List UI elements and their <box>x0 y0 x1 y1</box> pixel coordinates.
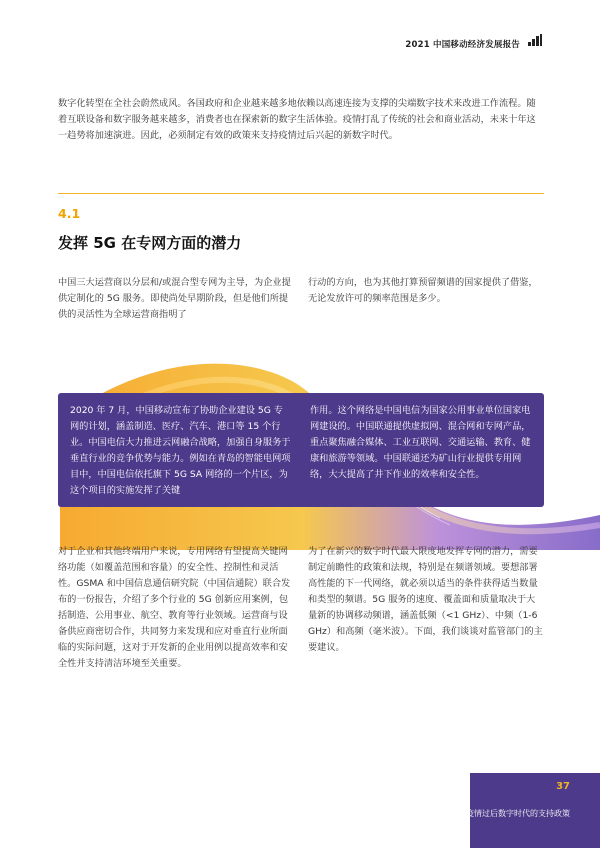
paragraph3-right: 为了在新兴的数字时代最大限度地发挥专网的潜力，需要制定前瞻性的政策和法规，特别是在频谱领域。要想部署高性能的下一代网络，就必须以适当的条件获得适当数量和类型的频谱。5G 服务的速度、覆盖面和质量取决于大量新的协调移动频谱，涵盖低频（<1 GHz）、中频（1-6 GHz）和高频（毫米波）。下面，我们谈谈对监管部门的主要建议。 <box>308 546 543 653</box>
bar-chart-icon <box>528 34 542 46</box>
section-number: 4.1 <box>58 206 81 221</box>
paragraph1-left: 中国三大运营商以分层和/或混合型专网为主导，为企业提供定制化的 5G 服务。即使尚处早期阶段，但是他们所提供的灵活性为全球运营商指明了 <box>58 277 291 320</box>
paragraph3-left: 对于企业和其他终端用户来说，专用网络有望提高关键网络功能（如覆盖范围和容量）的安全性、控制性和灵活性。GSMA 和中国信息通信研究院（中国信通院）联合发布的一份报告，介绍了多个行业的 5G 创新应用案例，包括制造、公用事业、航空、教育等行业领域。运营商与设备供应商密切合作，共同努力来发现和应对垂直行业所面临的实际问题，这对于开发新的企业用例以提高效率和安全性并支持清洁环境至关重要。 <box>58 546 291 669</box>
section-title: 发挥 5G 在专网方面的潜力 <box>58 234 242 252</box>
report-title: 2021 中国移动经济发展报告 <box>405 40 520 50</box>
section-divider <box>58 193 544 194</box>
case-study-box <box>58 393 544 507</box>
intro-paragraph: 数字化转型在全社会蔚然成风。各国政府和企业越来越多地依赖以高速连接为支撑的尖端数字技术来改进工作流程。随着互联设备和数字服务越来越多，消费者也在探索新的数字生活体验。疫情打乱了传统的社会和商业活动，未来十年这一趋势将加速演进。因此，必须制定有效的政策来支持疫情过后兴起的新数字时代。 <box>58 98 536 141</box>
paragraph1-right: 行动的方向，也为其他打算预留频谱的国家提供了借鉴，无论发放许可的频率范围是多少。 <box>308 277 538 304</box>
footer-chapter-title: 疫情过后数字时代的支持政策 <box>466 809 570 818</box>
case-study-left: 2020 年 7 月，中国移动宣布了协助企业建设 5G 专网的计划，涵盖制造、医疗、汽车、港口等 15 个行业。中国电信大力推进云网融合战略，加强自身服务于垂直行业的竞争优势与能力。例如在青岛的智能电网项目中，中国电信依托旗下 5G SA 网络的一个片区，为这个项目的实施发挥了关键 <box>70 405 291 496</box>
page-number: 37 <box>556 781 570 792</box>
case-study-right: 作用。这个网络是中国电信为国家公用事业单位国家电网建设的。中国联通提供虚拟网、混合网和专网产品，重点聚焦融合媒体、工业互联网、交通运输、教育、健康和旅游等领域。中国联通还为矿山行业提供专用网络，大大提高了井下作业的效率和安全性。 <box>310 405 531 480</box>
